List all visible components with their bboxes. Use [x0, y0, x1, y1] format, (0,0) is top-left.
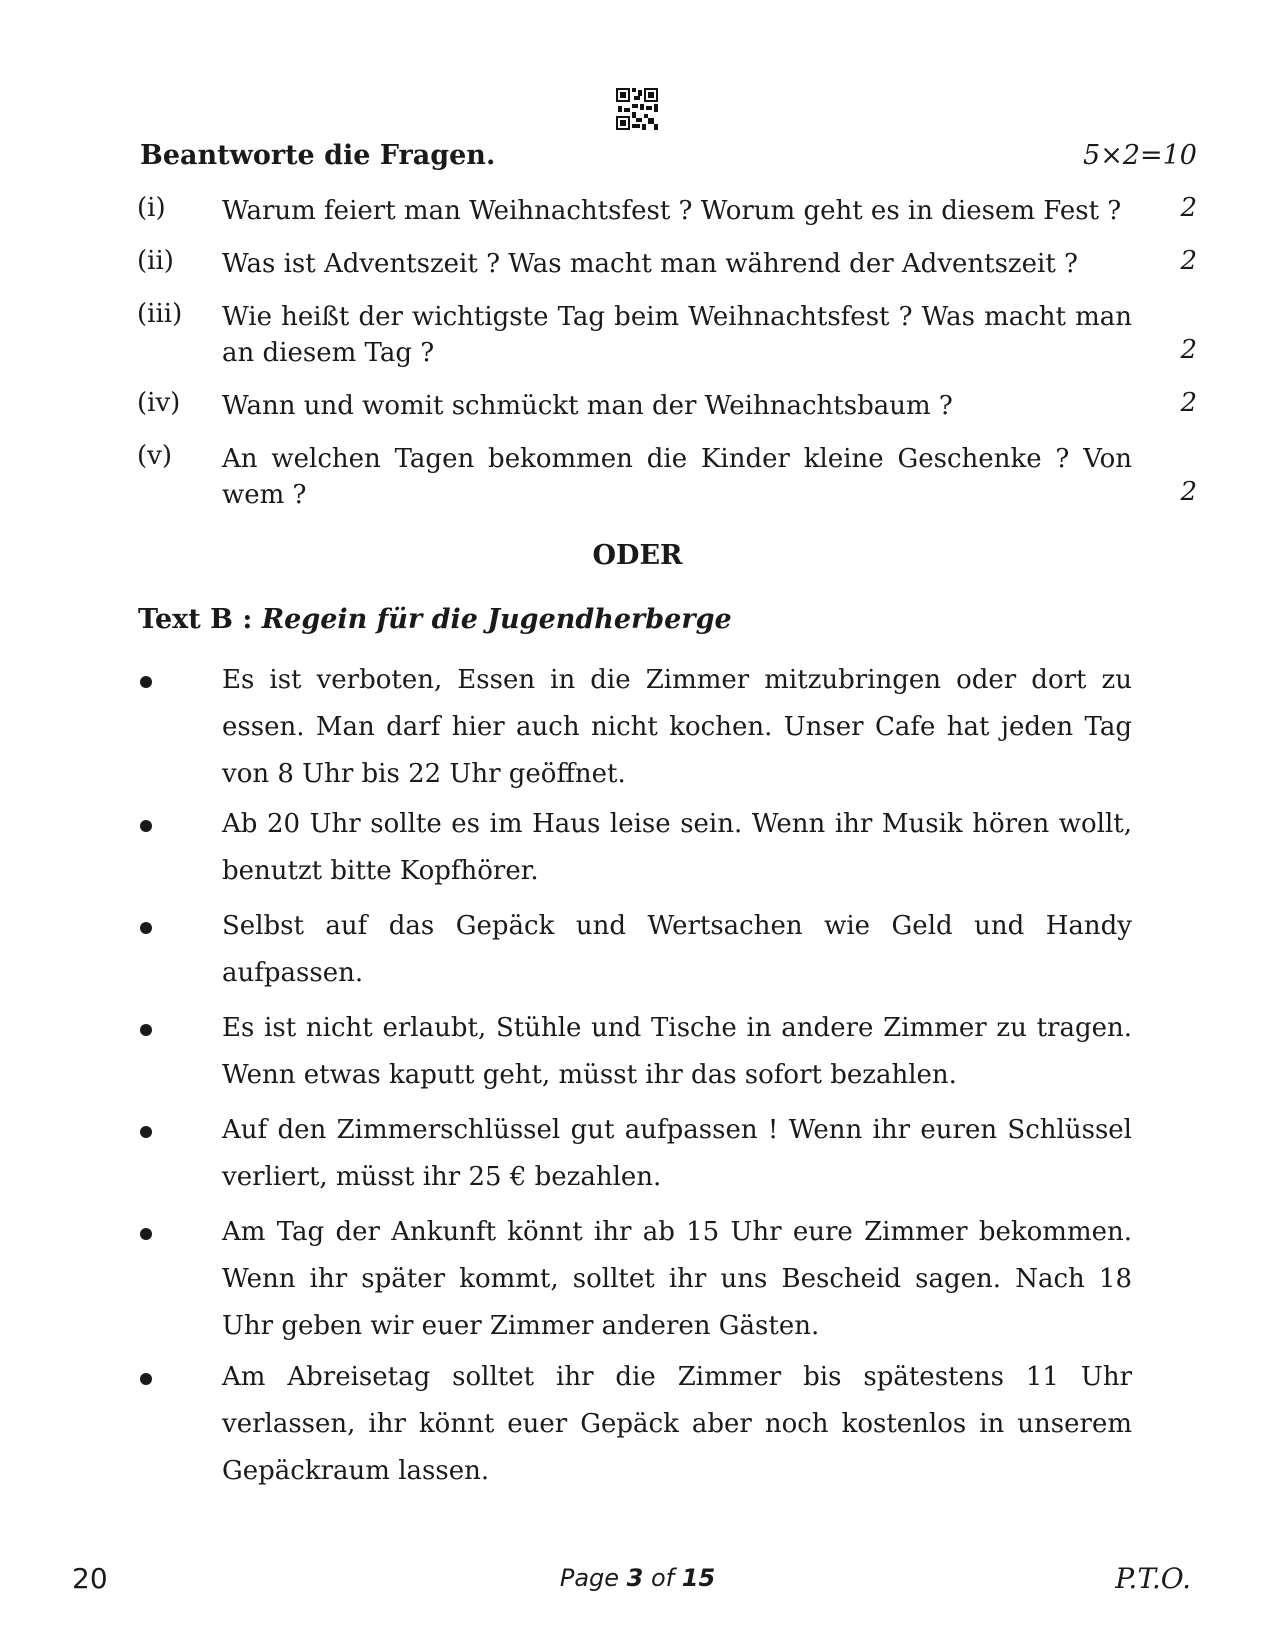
question-number: (ii) [137, 246, 174, 276]
question-marks: 2 [1180, 335, 1197, 365]
question-text: Wann und womit schmückt man der Weihnachtsbaum ? [222, 391, 953, 421]
question-marks: 2 [1180, 246, 1197, 276]
rule-text: Am Abreisetag solltet ihr die Zimmer bis spätestens 11 Uhr verlassen, ihr könnt euer Gepäck aber noch kostenlos in unserem Gepäckraum lassen. [222, 1362, 1132, 1486]
bullet-icon [140, 922, 152, 934]
bullet-icon [140, 820, 152, 832]
paper-code: 20 [72, 1562, 108, 1595]
question-marks: 2 [1180, 477, 1197, 507]
section-heading: Beantworte die Fragen. [140, 140, 496, 171]
page-number [0, 1564, 1275, 1592]
oder-divider: ODER [592, 540, 683, 571]
section-marks: 5×2=10 [1083, 140, 1197, 171]
page-of: of [643, 1564, 682, 1592]
question-text: An welchen Tagen bekommen die Kinder kleine Geschenke ? Von wem ? [222, 444, 1132, 510]
qr-code-icon [616, 88, 658, 130]
question-number: (i) [137, 193, 166, 223]
rule-text: Auf den Zimmerschlüssel gut aufpassen ! Wenn ihr euren Schlüssel verliert, müsst ihr 25 € bezahlen. [222, 1115, 1132, 1192]
text-b-label: Text B : [138, 604, 262, 635]
rule-text: Ab 20 Uhr sollte es im Haus leise sein. Wenn ihr Musik hören wollt, benutzt bitte Kopfhörer. [222, 809, 1132, 886]
question-number: (v) [137, 441, 172, 471]
bullet-icon [140, 1126, 152, 1138]
question-marks: 2 [1180, 388, 1197, 418]
text-b-title [138, 604, 732, 635]
question-text: Warum feiert man Weihnachtsfest ? Worum geht es in diesem Fest ? [222, 196, 1122, 226]
question-marks: 2 [1180, 193, 1197, 223]
bullet-icon [140, 676, 152, 688]
question-number: (iv) [137, 388, 181, 418]
text-b-heading: Regein für die Jugendherberge [261, 604, 732, 635]
rule-text: Am Tag der Ankunft könnt ihr ab 15 Uhr eure Zimmer bekommen. Wenn ihr später kommt, solltet ihr uns Bescheid sagen. Nach 18 Uhr geben wir euer Zimmer anderen Gästen. [222, 1217, 1132, 1341]
rule-text: Es ist nicht erlaubt, Stühle und Tische in andere Zimmer zu tragen. Wenn etwas kaputt geht, müsst ihr das sofort bezahlen. [222, 1013, 1132, 1090]
question-text: Was ist Adventszeit ? Was macht man während der Adventszeit ? [222, 249, 1078, 279]
page-prefix: Page [559, 1564, 627, 1592]
bullet-icon [140, 1373, 152, 1385]
page-total: 15 [681, 1564, 716, 1592]
question-text: Wie heißt der wichtigste Tag beim Weihnachtsfest ? Was macht man an diesem Tag ? [222, 302, 1132, 368]
bullet-icon [140, 1024, 152, 1036]
pto-label: P.T.O. [1115, 1562, 1191, 1595]
bullet-icon [140, 1228, 152, 1240]
rule-text: Selbst auf das Gepäck und Wertsachen wie Geld und Handy aufpassen. [222, 911, 1132, 988]
question-number: (iii) [137, 299, 183, 329]
rule-text: Es ist verboten, Essen in die Zimmer mitzubringen oder dort zu essen. Man darf hier auch nicht kochen. Unser Cafe hat jeden Tag von 8 Uhr bis 22 Uhr geöffnet. [222, 665, 1132, 789]
page-current: 3 [626, 1564, 644, 1592]
